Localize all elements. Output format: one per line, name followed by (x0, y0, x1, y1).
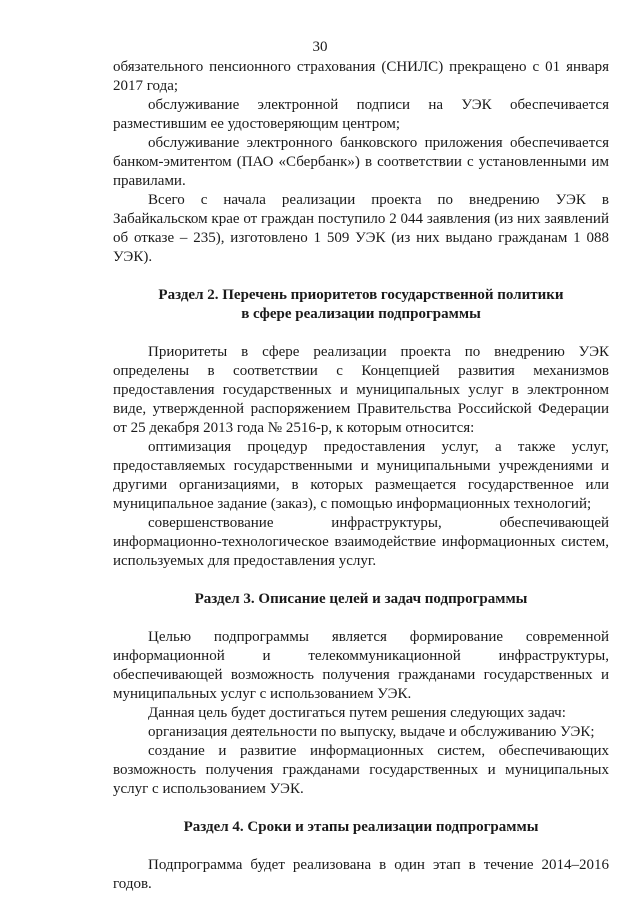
spacer (113, 609, 609, 628)
paragraph: Целью подпрограммы является формирование современной информационной и телекоммуникационной инфраструктуры, обеспечивающей возможность получения гражданами государственных и муниципальных услуг с использованием УЭК. (113, 629, 609, 702)
spacer (113, 324, 609, 343)
paragraph: создание и развитие информационных систем, обеспечивающих возможность получения гражданами государственных и муниципальных услуг с использованием УЭК. (113, 743, 609, 797)
paragraph: Данная цель будет достигаться путем решения следующих задач: (148, 705, 566, 721)
paragraph: обязательного пенсионного страхования (СНИЛС) прекращено с 01 января 2017 года; (113, 59, 609, 94)
spacer (113, 571, 609, 590)
paragraph: обслуживание электронного банковского приложения обеспечивается банком-эмитентом (ПАО «Сбербанк») в соответствии с установленными им правилами. (113, 135, 609, 189)
paragraph: организация деятельности по выпуску, выдаче и обслуживанию УЭК; (148, 724, 595, 740)
document-body (113, 58, 609, 894)
paragraph: совершенствование инфраструктуры, обеспечивающей информационно-технологическое взаимодействие информационных систем, используемых для предоставления услуг. (113, 515, 609, 569)
paragraph: Приоритеты в сфере реализации проекта по внедрению УЭК определены в соответствии с Концепцией развития механизмов предоставления государственных и муниципальных услуг в электронном виде, утвержденной распоряжением Правительства Российской Федерации от 25 декабря 2013 года № 2516-р, к которым относится: (113, 344, 609, 436)
paragraph: Всего с начала реализации проекта по внедрению УЭК в Забайкальском крае от граждан поступило 2 044 заявления (из них заявлений об отказе – 235), изготовлено 1 509 УЭК (из них выдано гражданам 1 088 УЭК). (113, 192, 609, 265)
section-3-title: Раздел 3. Описание целей и задач подпрограммы (194, 591, 528, 607)
spacer (113, 267, 609, 286)
section-4-title: Раздел 4. Сроки и этапы реализации подпрограммы (183, 819, 539, 835)
section-2-title (113, 286, 609, 324)
page-number: 30 (312, 39, 328, 55)
section-2-title-line-2: в сфере реализации подпрограммы (241, 306, 481, 322)
section-2-title-line-1: Раздел 2. Перечень приоритетов государственной политики (158, 287, 564, 303)
spacer (113, 799, 609, 818)
paragraph: оптимизация процедур предоставления услуг, а также услуг, предоставляемых государственными и муниципальными учреждениями и другими организациями, в которых размещается государственное или муниципальное задание (заказ), с помощью информационных технологий; (113, 439, 609, 512)
paragraph: обслуживание электронной подписи на УЭК обеспечивается разместившим ее удостоверяющим центром; (113, 97, 609, 132)
spacer (113, 837, 609, 856)
paragraph: Подпрограмма будет реализована в один этап в течение 2014–2016 годов. (113, 857, 609, 892)
